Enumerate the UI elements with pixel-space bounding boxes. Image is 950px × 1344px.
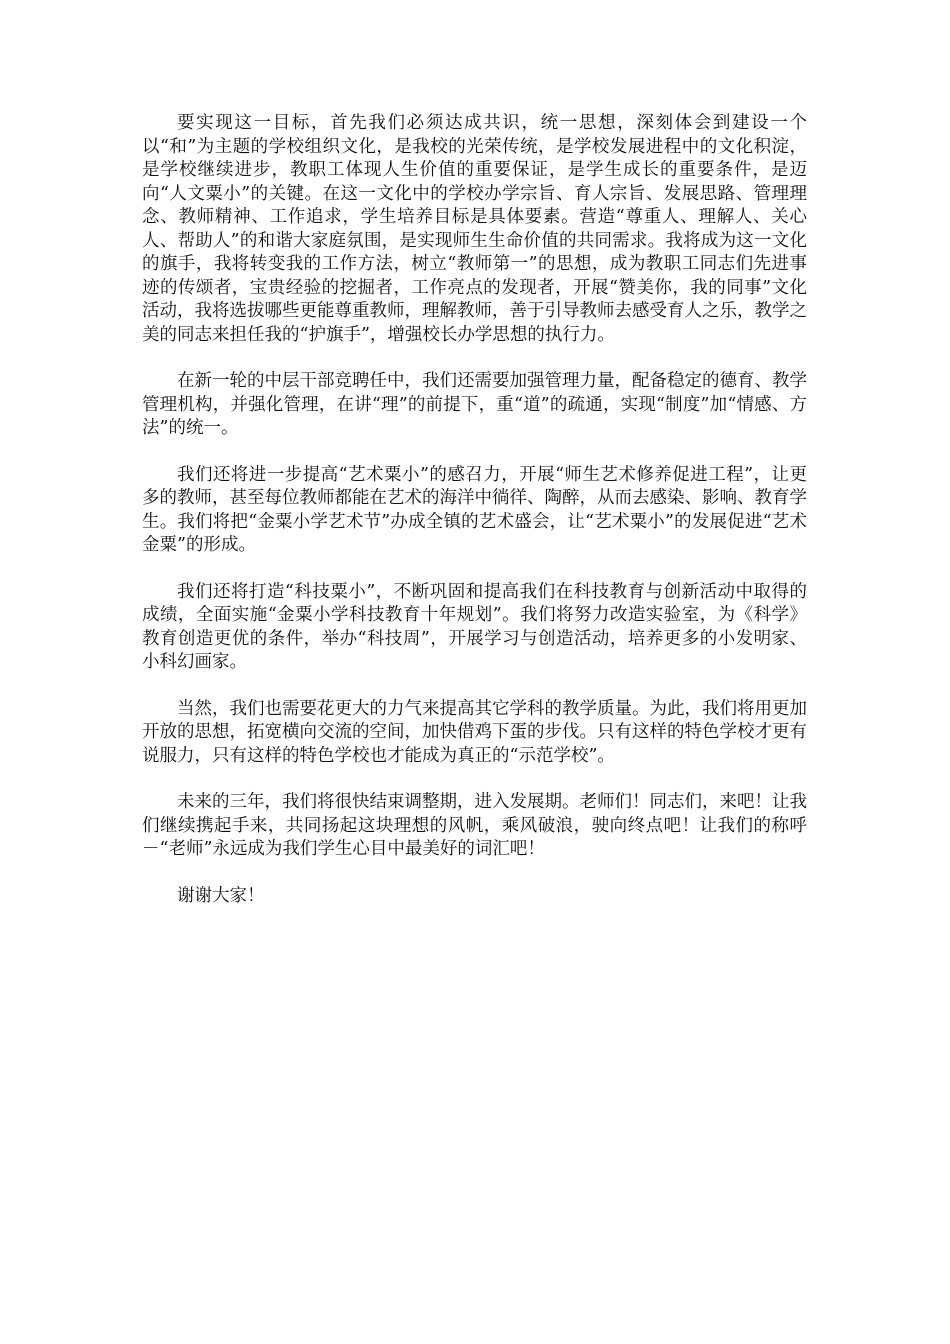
paragraph-art: 我们还将进一步提高“艺术粟小”的感召力，开展“师生艺术修养促进工程”，让更多的教师，甚至每位教师都能在艺术的海洋中徜徉、陶醉，从而去感染、影响、教育学生。我们将把“金粟小学艺术节”办成全镇的艺术盛会，让“艺术粟小”的发展促进“艺术金粟”的形成。 [142,464,807,555]
paragraph-teaching-quality: 当然，我们也需要花更大的力气来提高其它学科的教学质量。为此，我们将用更加开放的思想，拓宽横向交流的空间，加快借鸡下蛋的步伐。只有这样的特色学校才更有说服力，只有这样的特色学校也才能成为真正的“示范学校”。 [142,698,807,766]
paragraph-technology: 我们还将打造“科技粟小”，不断巩固和提高我们在科技教育与创新活动中取得的成绩，全面实施“金粟小学科技教育十年规划”。我们将努力改造实验室，为《科学》教育创造更优的条件，举办“科技周”，开展学习与创造活动，培养更多的小发明家、小科幻画家。 [142,581,807,672]
closing-thanks: 谢谢大家！ [177,885,265,906]
paragraph-consensus: 要实现这一目标，首先我们必须达成共识，统一思想，深刻体会到建设一个以“和”为主题的学校组织文化，是我校的光荣传统，是学校发展进程中的文化积淀，是学校继续进步，教职工体现人生价值的重要保证，是学生成长的重要条件，是迈向“人文粟小”的关键。在这一文化中的学校办学宗旨、育人宗旨、发展思路、管理理念、教师精神、工作追求，学生培养目标是具体要素。营造“尊重人、理解人、关心人、帮助人”的和谐大家庭氛围，是实现师生生命价值的共同需求。我将成为这一文化的旗手，我将转变我的工作方法，树立“教师第一”的思想，成为教职工同志们先进事迹的传颂者，宝贵经验的挖掘者，工作亮点的发现者，开展“赞美你，我的同事”文化活动，我将选拔哪些更能尊重教师，理解教师，善于引导教师去感受育人之乐，教学之美的同志来担任我的“护旗手”，增强校长办学思想的执行力。 [142,113,807,345]
paragraph-management: 在新一轮的中层干部竞聘任中，我们还需要加强管理力量，配备稳定的德育、教学管理机构，并强化管理，在讲“理”的前提下，重“道”的疏通，实现“制度”加“情感、方法”的统一。 [142,371,807,438]
paragraph-future: 未来的三年，我们将很快结束调整期，进入发展期。老师们！同志们，来吧！让我们继续携起手来，共同扬起这块理想的风帆，乘风破浪，驶向终点吧！让我们的称呼－“老师”永远成为我们学生心目中最美好的词汇吧！ [142,792,807,859]
document-body [142,112,807,931]
